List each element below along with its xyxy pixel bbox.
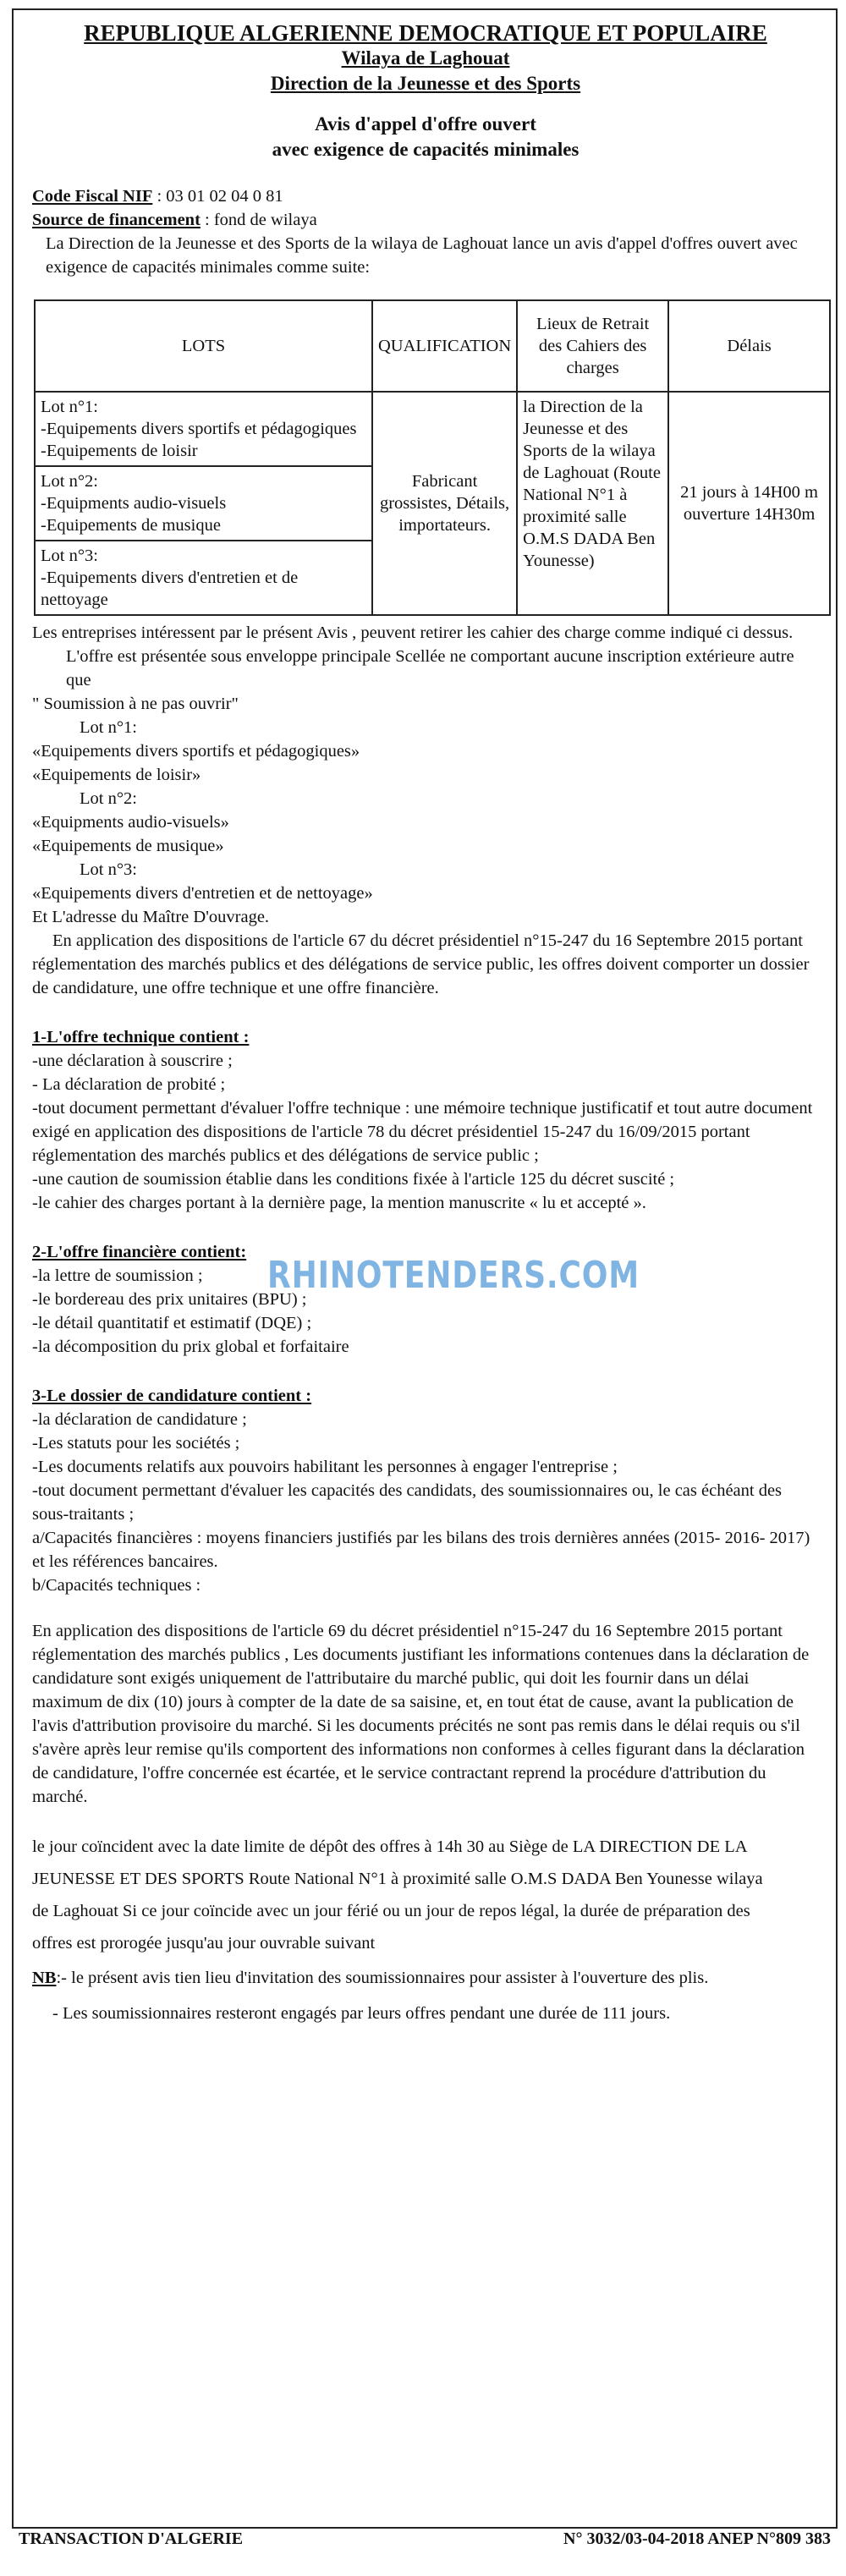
nb-line bbox=[32, 1966, 819, 1990]
col-header-lieux: Lieux de Retrait des Cahiers des charges bbox=[517, 300, 668, 392]
document-body bbox=[32, 20, 819, 2025]
col-header-lots: LOTS bbox=[35, 300, 372, 392]
nb-label: NB bbox=[32, 1969, 57, 1987]
lot-item: -Equipments audio-visuels bbox=[41, 494, 227, 513]
lot3-label: Lot n°3: bbox=[80, 860, 137, 879]
lot-box-3 bbox=[36, 541, 371, 614]
lot-item: -Equipements divers sportifs et pédagogiques bbox=[41, 420, 357, 438]
list-item: -le détail quantitatif et estimatif (DQE) ; bbox=[32, 1314, 312, 1332]
lot1-label: Lot n°1: bbox=[80, 718, 137, 737]
section-title: 2-L'offre financière contient: bbox=[32, 1243, 247, 1261]
document-frame bbox=[12, 8, 838, 2529]
depot-line: de Laghouat Si ce jour coïncide avec un jour férié ou un jour de repos légal, la durée de préparation des bbox=[32, 1902, 750, 1920]
article-69-paragraph: En application des dispositions de l'article 69 du décret présidentiel n°15-247 du 16 Septembre 2015 portant réglementation des marchés publics , Les documents justifiant les informations contenues dans la déclaration de candidature sont exigés uniquement de l'attributaire du marché public, qui doit les fournir dans un délai maximum de dix (10) jours à compter de la date de sa saisine, et, en tout état de cause, avant la publication de l'avis d'attribution provisoire du marché. Si les documents précités ne sont pas remis dans le délai requis ou s'il s'avère après leur remise qu'ils comportent des informations non conformes à celles figurant dans la déclaration de candidature, l'offre concernée est écartée, et le service contractant reprend la procédure d'attribution du marché. bbox=[32, 1622, 810, 1806]
footer-reference: N° 3032/03-04-2018 ANEP N°809 383 bbox=[563, 2529, 831, 2548]
qualification-cell: Fabricant grossistes, Détails, importateurs. bbox=[372, 392, 517, 615]
watermark-text: RHINOTENDERS.COM bbox=[267, 1254, 640, 1297]
lot-name: Lot n°1: bbox=[41, 398, 98, 416]
body-p2: L'offre est présentée sous enveloppe principale Scellée ne comportant aucune inscription extérieure autre que bbox=[66, 647, 794, 689]
intro-paragraph: La Direction de la Jeunesse et des Sports de la wilaya de Laghouat lance un avis d'appel d'offres ouvert avec exigence de capacités minimales comme suite: bbox=[46, 234, 798, 277]
engagement-line: - Les soumissionnaires resteront engagés par leurs offres pendant une durée de 111 jours. bbox=[52, 2004, 671, 2023]
col-header-delais: Délais bbox=[668, 300, 830, 392]
list-item: -une déclaration à souscrire ; bbox=[32, 1052, 233, 1070]
header-direction: Direction de la Jeunesse et des Sports bbox=[270, 73, 581, 94]
lot2-item-a: «Equipments audio-visuels» bbox=[32, 813, 229, 832]
section-dossier-candidature bbox=[32, 1384, 819, 1597]
list-item: -la déclaration de candidature ; bbox=[32, 1410, 247, 1429]
fiscal-label: Code Fiscal NIF bbox=[32, 187, 153, 206]
list-item: -tout document permettant d'évaluer les capacités des candidats, des soumissionnaires ou, le cas échéant des sous-traitants ; bbox=[32, 1481, 783, 1524]
lot1-item-b: «Equipements de loisir» bbox=[32, 766, 201, 784]
article-67-paragraph: En application des dispositions de l'article 67 du décret présidentiel n°15-247 du 16 Septembre 2015 portant réglementation des marchés publics et des délégations de service public, les offres doivent comporter un dossier de candidature, une offre technique et une offre financière. bbox=[32, 931, 810, 997]
lots-cell bbox=[35, 392, 372, 615]
lot-name: Lot n°2: bbox=[41, 472, 98, 491]
depot-paragraph bbox=[32, 1831, 819, 1959]
body-p3: " Soumission à ne pas ouvrir" bbox=[32, 695, 239, 713]
col-header-qualification: QUALIFICATION bbox=[372, 300, 517, 392]
adresse-line: Et L'adresse du Maître D'ouvrage. bbox=[32, 908, 270, 926]
nb-text: :- le présent avis tien lieu d'invitation des soumissionnaires pour assister à l'ouverture des plis. bbox=[56, 1969, 709, 1987]
footer-publication-name: TRANSACTION D'ALGERIE bbox=[19, 2529, 244, 2548]
lots-table-body-row bbox=[35, 392, 830, 615]
lot-item: -Equipements divers d'entretien et de nettoyage bbox=[41, 568, 299, 609]
lot2-label: Lot n°2: bbox=[80, 789, 137, 808]
lots-table bbox=[34, 299, 831, 616]
header-republic: REPUBLIQUE ALGERIENNE DEMOCRATIQUE ET POPULAIRE bbox=[84, 20, 767, 46]
lot-item: -Equipements de musique bbox=[41, 516, 221, 535]
fiscal-value: : 03 01 02 04 0 81 bbox=[157, 187, 283, 206]
lot-box-2 bbox=[36, 467, 371, 541]
lots-table-header-row bbox=[35, 300, 830, 392]
list-item: - La déclaration de probité ; bbox=[32, 1075, 226, 1094]
notice-title-line2: avec exigence de capacités minimales bbox=[272, 139, 580, 160]
list-item: -une caution de soumission établie dans les conditions fixée à l'article 125 du décret suscité ; bbox=[32, 1170, 675, 1189]
lieux-cell: la Direction de la Jeunesse et des Sports de la wilaya de Laghouat (Route National N°1 à proximité salle O.M.S DADA Ben Younesse) bbox=[517, 392, 668, 615]
lot-item: -Equipements de loisir bbox=[41, 442, 198, 460]
lot-name: Lot n°3: bbox=[41, 547, 98, 565]
lot1-item-a: «Equipements divers sportifs et pédagogiques» bbox=[32, 742, 360, 761]
funding-value: : fond de wilaya bbox=[205, 211, 317, 229]
list-item: -Les documents relatifs aux pouvoirs habilitant les personnes à engager l'entreprise ; bbox=[32, 1458, 618, 1476]
lot-box-1 bbox=[36, 393, 371, 467]
notice-title-line1: Avis d'appel d'offre ouvert bbox=[315, 113, 536, 135]
lot2-item-b: «Equipements de musique» bbox=[32, 837, 224, 855]
list-item: -Les statuts pour les sociétés ; bbox=[32, 1434, 240, 1453]
lot3-item-a: «Equipements divers d'entretien et de nettoyage» bbox=[32, 884, 373, 903]
funding-line bbox=[32, 208, 819, 232]
depot-line: le jour coïncident avec la date limite de dépôt des offres à 14h 30 au Siège de LA DIRECTION DE LA bbox=[32, 1837, 748, 1856]
list-item: -le cahier des charges portant à la dernière page, la mention manuscrite « lu et accepté ». bbox=[32, 1194, 646, 1212]
depot-line: JEUNESSE ET DES SPORTS Route National N°1 à proximité salle O.M.S DADA Ben Younesse wilaya bbox=[32, 1870, 763, 1888]
document-header bbox=[32, 20, 819, 96]
notice-title bbox=[32, 112, 819, 162]
fiscal-line bbox=[32, 184, 819, 208]
list-item: -la décomposition du prix global et forfaitaire bbox=[32, 1337, 349, 1356]
list-item: -la lettre de soumission ; bbox=[32, 1266, 203, 1285]
list-item: -le bordereau des prix unitaires (BPU) ; bbox=[32, 1290, 307, 1309]
body-p1: Les entreprises intéressent par le présent Avis , peuvent retirer les cahier des charge comme indiqué ci dessus. bbox=[32, 623, 794, 642]
section-title: 1-L'offre technique contient : bbox=[32, 1028, 250, 1046]
section-offre-technique bbox=[32, 1025, 819, 1215]
list-item: a/Capacités financières : moyens financiers justifiés par les bilans des trois dernières années (2015- 2016- 2017) et les références bancaires. bbox=[32, 1529, 810, 1571]
depot-line: offres est prorogée jusqu'au jour ouvrable suivant bbox=[32, 1934, 376, 1953]
list-item: b/Capacités techniques : bbox=[32, 1576, 201, 1595]
header-wilaya: Wilaya de Laghouat bbox=[341, 47, 510, 69]
list-item: -tout document permettant d'évaluer l'offre technique : une mémoire technique justificatif et tout autre document exigé en application des dispositions de l'article 78 du décret présidentiel 15-247 du 16/09/2015 portant réglementation des marchés publics et des délégations de service public ; bbox=[32, 1099, 813, 1165]
funding-label: Source de financement bbox=[32, 211, 201, 229]
section-title: 3-Le dossier de candidature contient : bbox=[32, 1387, 312, 1405]
delais-cell: 21 jours à 14H00 m ouverture 14H30m bbox=[668, 392, 830, 615]
